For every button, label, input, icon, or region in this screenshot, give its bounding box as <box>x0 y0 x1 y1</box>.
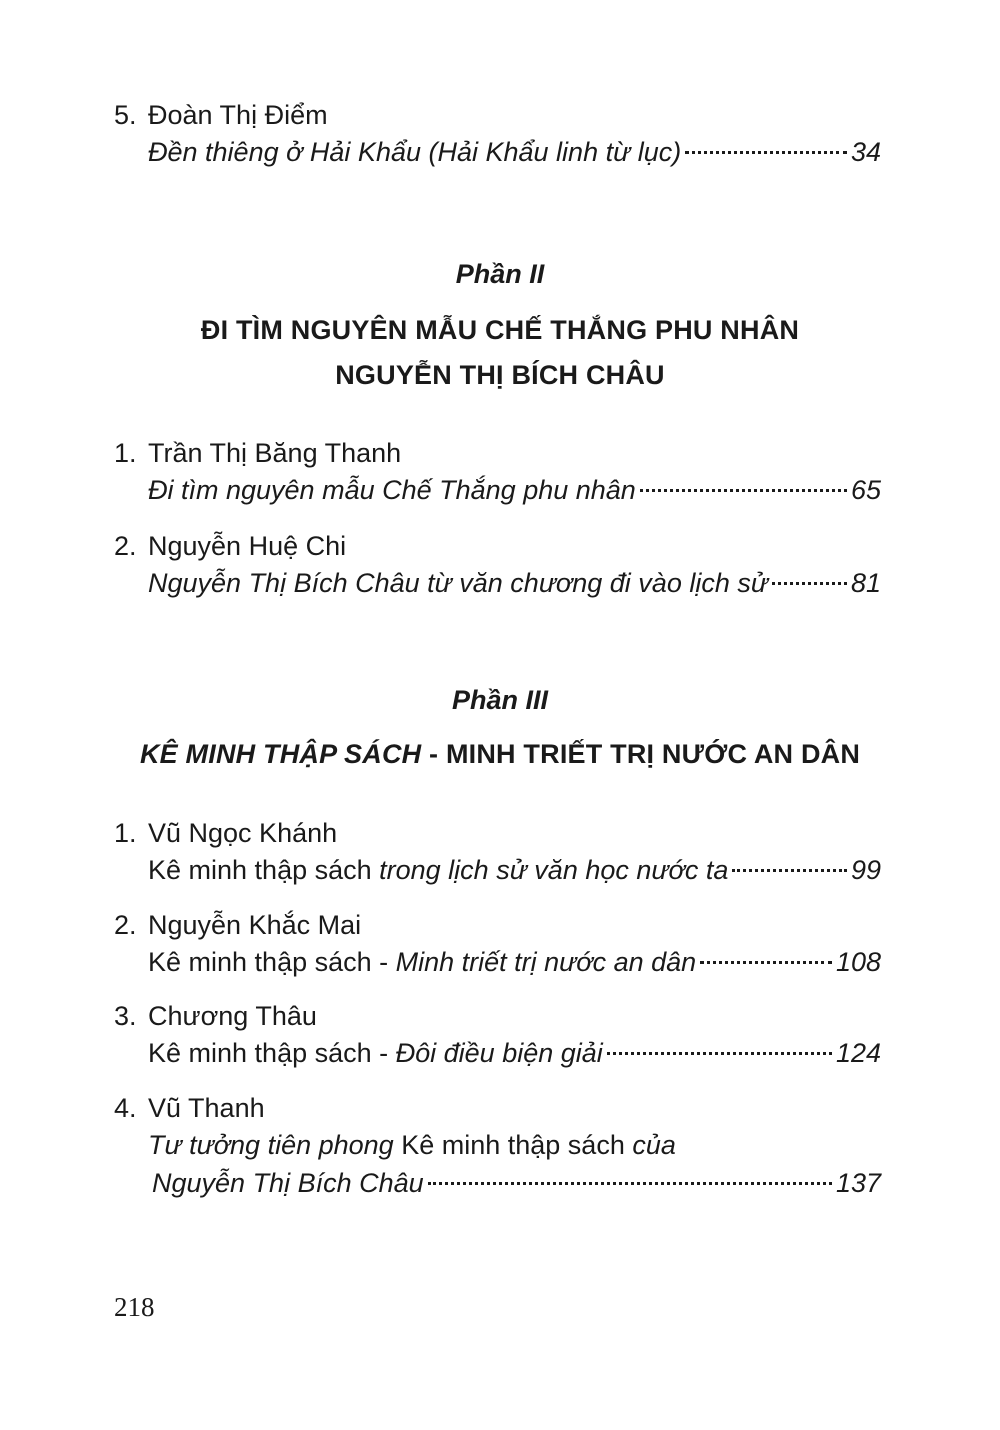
page-number: 81 <box>850 568 881 598</box>
entry-title <box>148 851 728 889</box>
entry-author <box>114 528 881 564</box>
dot-leader <box>640 489 847 492</box>
entry-title <box>148 943 696 981</box>
page-number: 65 <box>850 475 881 505</box>
part-label: Phần II <box>455 259 545 289</box>
author-name: Nguyễn Khắc Mai <box>148 910 362 940</box>
toc-entry <box>114 998 881 1072</box>
entry-author <box>114 815 881 851</box>
entry-title: Nguyễn Thị Bích Châu <box>152 1168 424 1198</box>
entry-title-line[interactable] <box>148 1164 881 1202</box>
title-roman: Kê minh thập sách - <box>148 1038 396 1068</box>
entry-author <box>114 97 881 133</box>
entry-title: Đi tìm nguyên mẫu Chế Thắng phu nhân <box>148 475 636 505</box>
page-number: 137 <box>835 1168 881 1198</box>
title-italic: trong lịch sử văn học nước ta <box>379 855 729 885</box>
part-title-italic: KÊ MINH THẬP SÁCH <box>139 739 422 769</box>
entry-title-line[interactable] <box>148 1126 881 1164</box>
entry-title <box>148 1126 676 1164</box>
title-italic: của <box>632 1130 676 1160</box>
entry-title-line[interactable] <box>148 943 881 981</box>
entry-title-line[interactable] <box>148 851 881 889</box>
folio-page-number: 218 <box>114 1292 155 1322</box>
author-name: Vũ Thanh <box>148 1093 265 1123</box>
entry-title-line[interactable] <box>148 1034 881 1072</box>
entry-title <box>148 1034 603 1072</box>
entry-author <box>114 907 881 943</box>
title-italic: Tư tưởng tiên phong <box>148 1130 402 1160</box>
toc-entry <box>114 907 881 981</box>
author-name: Chương Thâu <box>148 1001 317 1031</box>
dot-leader <box>428 1182 832 1185</box>
page-number: 99 <box>850 855 881 885</box>
entry-title: Nguyễn Thị Bích Châu từ văn chương đi vào lịch sử <box>148 568 768 598</box>
dot-leader <box>732 869 847 872</box>
title-roman: Kê minh thập sách <box>401 1130 633 1160</box>
author-name: Nguyễn Huệ Chi <box>148 531 347 561</box>
entry-number: 3. <box>114 1001 137 1031</box>
author-name: Đoàn Thị Điểm <box>148 100 328 130</box>
page-number: 108 <box>835 947 881 977</box>
entry-number: 4. <box>114 1093 137 1123</box>
dot-leader <box>607 1052 832 1055</box>
part-title-rest: - MINH TRIẾT TRỊ NƯỚC AN DÂN <box>421 739 861 769</box>
title-roman: Kê minh thập sách <box>148 855 380 885</box>
title-italic: Đôi điều biện giải <box>395 1038 603 1068</box>
toc-entry <box>114 435 881 509</box>
dot-leader <box>772 582 847 585</box>
toc-entry <box>114 97 881 171</box>
entry-number: 1. <box>114 818 137 848</box>
toc-entry <box>114 815 881 889</box>
entry-author <box>114 998 881 1034</box>
part-title: ĐI TÌM NGUYÊN MẪU CHẾ THẮNG PHU NHÂN <box>200 315 800 345</box>
author-name: Trần Thị Băng Thanh <box>148 438 402 468</box>
part-title: NGUYỄN THỊ BÍCH CHÂU <box>335 360 665 390</box>
title-roman: Kê minh thập sách - <box>148 947 396 977</box>
entry-number: 5. <box>114 100 137 130</box>
entry-title-line[interactable] <box>148 471 881 509</box>
entry-title-line[interactable] <box>148 133 881 171</box>
toc-entry <box>114 1090 881 1202</box>
entry-title-line[interactable] <box>148 564 881 602</box>
part-title <box>0 733 1000 775</box>
title-italic: Minh triết trị nước an dân <box>395 947 697 977</box>
author-name: Vũ Ngọc Khánh <box>148 818 338 848</box>
entry-title: Đền thiêng ở Hải Khẩu (Hải Khẩu linh từ lục) <box>148 137 682 167</box>
entry-number: 2. <box>114 531 137 561</box>
entry-author <box>114 435 881 471</box>
page-number: 34 <box>850 137 881 167</box>
entry-author <box>114 1090 881 1126</box>
entry-number: 1. <box>114 438 137 468</box>
part-label: Phần III <box>451 685 549 715</box>
entry-number: 2. <box>114 910 137 940</box>
toc-entry <box>114 528 881 602</box>
dot-leader <box>685 151 847 154</box>
dot-leader <box>700 961 832 964</box>
page-number: 124 <box>835 1038 881 1068</box>
